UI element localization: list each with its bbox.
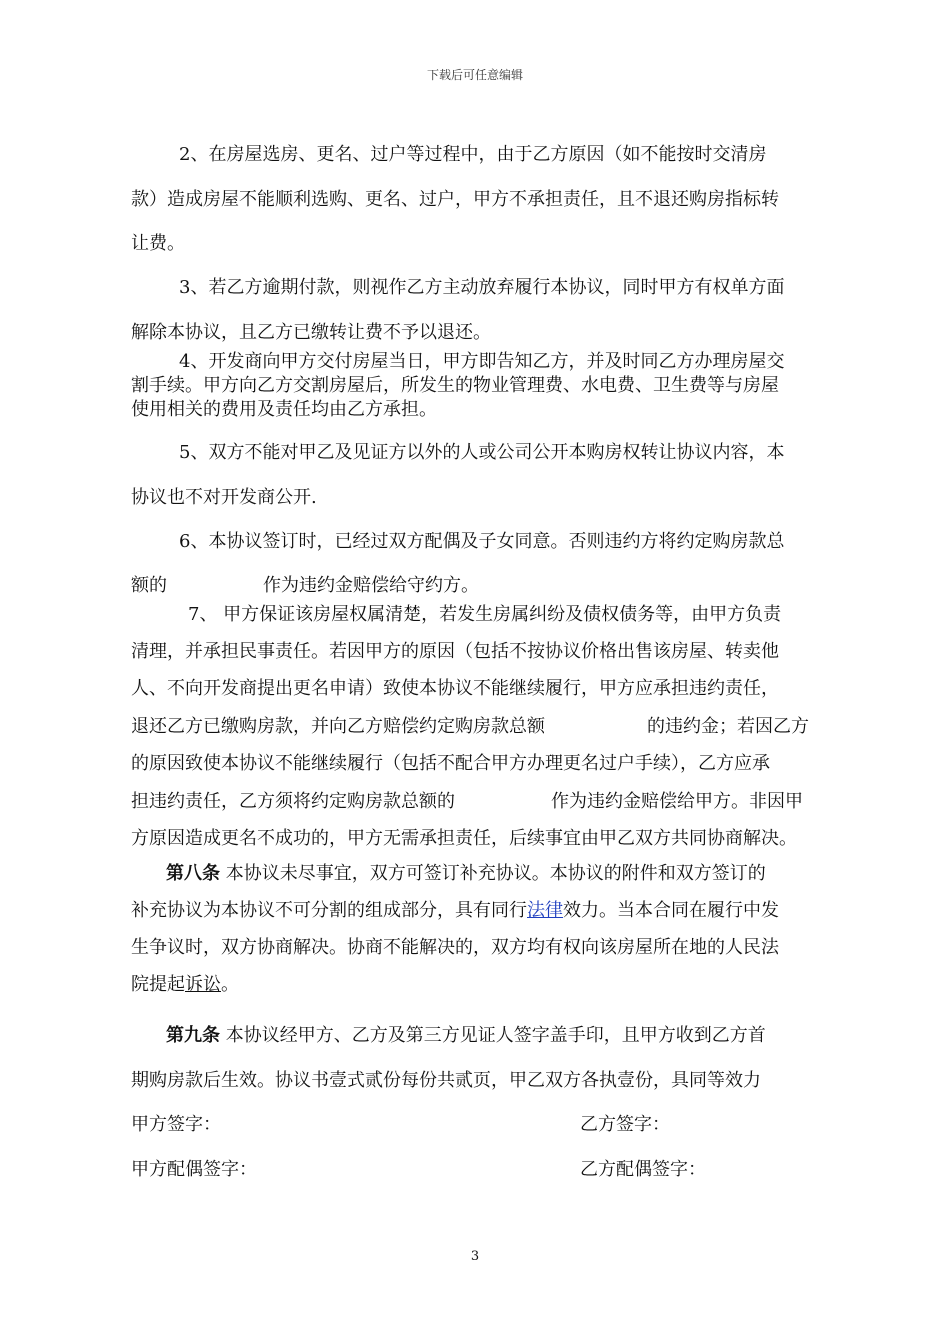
article-8-line-4a: 院提起	[131, 974, 185, 995]
clause-3-line-2: 解除本协议，且乙方已缴转让费不予以退还。	[131, 322, 491, 343]
clause-7-line-1: 7、 甲方保证该房屋权属清楚，若发生房属纠纷及债权债务等，由甲方负责	[188, 604, 782, 625]
article-8-line-2a: 补充协议为本协议不可分割的组成部分，具有同行	[131, 900, 527, 921]
clause-5-line-1: 5、双方不能对甲乙及见证方以外的人或公司公开本购房权转让协议内容，本	[179, 442, 785, 463]
article-8-line-2b: 效力。当本合同在履行中发	[563, 900, 779, 921]
clause-6-line-2a: 额的	[131, 575, 167, 596]
clause-6-line-2b: 作为违约金赔偿给守约方。	[263, 575, 479, 596]
article-9-line-1	[166, 1024, 766, 1048]
article-8-line-3: 生争议时，双方协商解决。协商不能解决的，双方均有权向该房屋所在地的人民法	[131, 937, 779, 958]
page-number: 3	[470, 1249, 480, 1264]
clause-7-line-5: 的原因致使本协议不能继续履行（包括不配合甲方办理更名过户手续），乙方应承	[131, 753, 770, 774]
article-8-line-1-text: 本协议未尽事宜，双方可签订补充协议。本协议的附件和双方签订的	[220, 863, 766, 884]
page-header: 下载后可任意编辑	[426, 68, 523, 82]
clause-2-line-2: 款）造成房屋不能顺利选购、更名、过户，甲方不承担责任，且不退还购房指标转	[131, 189, 779, 210]
article-9-line-2: 期购房款后生效。协议书壹式贰份每份共贰页，甲乙双方各执壹份，具同等效力	[131, 1070, 761, 1091]
clause-4-line-3: 使用相关的费用及责任均由乙方承担。	[131, 399, 437, 420]
clause-3-line-1: 3、若乙方逾期付款，则视作乙方主动放弃履行本协议，同时甲方有权单方面	[179, 277, 785, 298]
clause-6-line-1: 6、本协议签订时，已经过双方配偶及子女同意。否则违约方将约定购房款总	[179, 531, 785, 552]
party-b-spouse-signature-label: 乙方配偶签字：	[580, 1159, 706, 1180]
clause-7-line-6b: 作为违约金赔偿给甲方。非因甲	[551, 791, 803, 812]
clause-7-line-2: 清理，并承担民事责任。若因甲方的原因（包括不按协议价格出售该房屋、转卖他	[131, 641, 779, 662]
clause-4-line-2: 割手续。甲方向乙方交割房屋后，所发生的物业管理费、水电费、卫生费等与房屋	[131, 375, 779, 396]
party-a-signature-label: 甲方签字：	[131, 1114, 221, 1135]
lawsuit-term: 诉讼	[185, 974, 221, 995]
article-8-line-1	[166, 862, 766, 886]
article-9-label: 第九条	[166, 1025, 220, 1046]
party-a-spouse-signature-label: 甲方配偶签字：	[131, 1159, 257, 1180]
party-b-signature-label: 乙方签字：	[580, 1114, 670, 1135]
clause-2-line-3: 让费。	[131, 233, 185, 254]
clause-7-line-3: 人、不向开发商提出更名申请）致使本协议不能继续履行，甲方应承担违约责任，	[131, 678, 779, 699]
clause-7-line-7: 方原因造成更名不成功的，甲方无需承担责任，后续事宜由甲乙双方共同协商解决。	[131, 828, 797, 849]
article-8-line-2	[131, 899, 779, 923]
article-8-line-4b: 。	[221, 974, 239, 995]
clause-4-line-1: 4、开发商向甲方交付房屋当日，甲方即告知乙方，并及时同乙方办理房屋交	[179, 351, 785, 372]
clause-7-line-4b: 的违约金；若因乙方	[647, 716, 809, 737]
clause-7-line-4a: 退还乙方已缴购房款，并向乙方赔偿约定购房款总额	[131, 716, 545, 737]
clause-5-line-2: 协议也不对开发商公开.	[131, 487, 317, 508]
clause-7-line-6a: 担违约责任，乙方须将约定购房款总额的	[131, 791, 455, 812]
article-8-line-4	[131, 973, 239, 997]
clause-2-line-1: 2、在房屋选房、更名、过户等过程中，由于乙方原因（如不能按时交清房	[179, 144, 767, 165]
law-link[interactable]: 法律	[527, 900, 563, 921]
article-8-label: 第八条	[166, 863, 220, 884]
article-9-line-1-text: 本协议经甲方、乙方及第三方见证人签字盖手印，且甲方收到乙方首	[220, 1025, 766, 1046]
